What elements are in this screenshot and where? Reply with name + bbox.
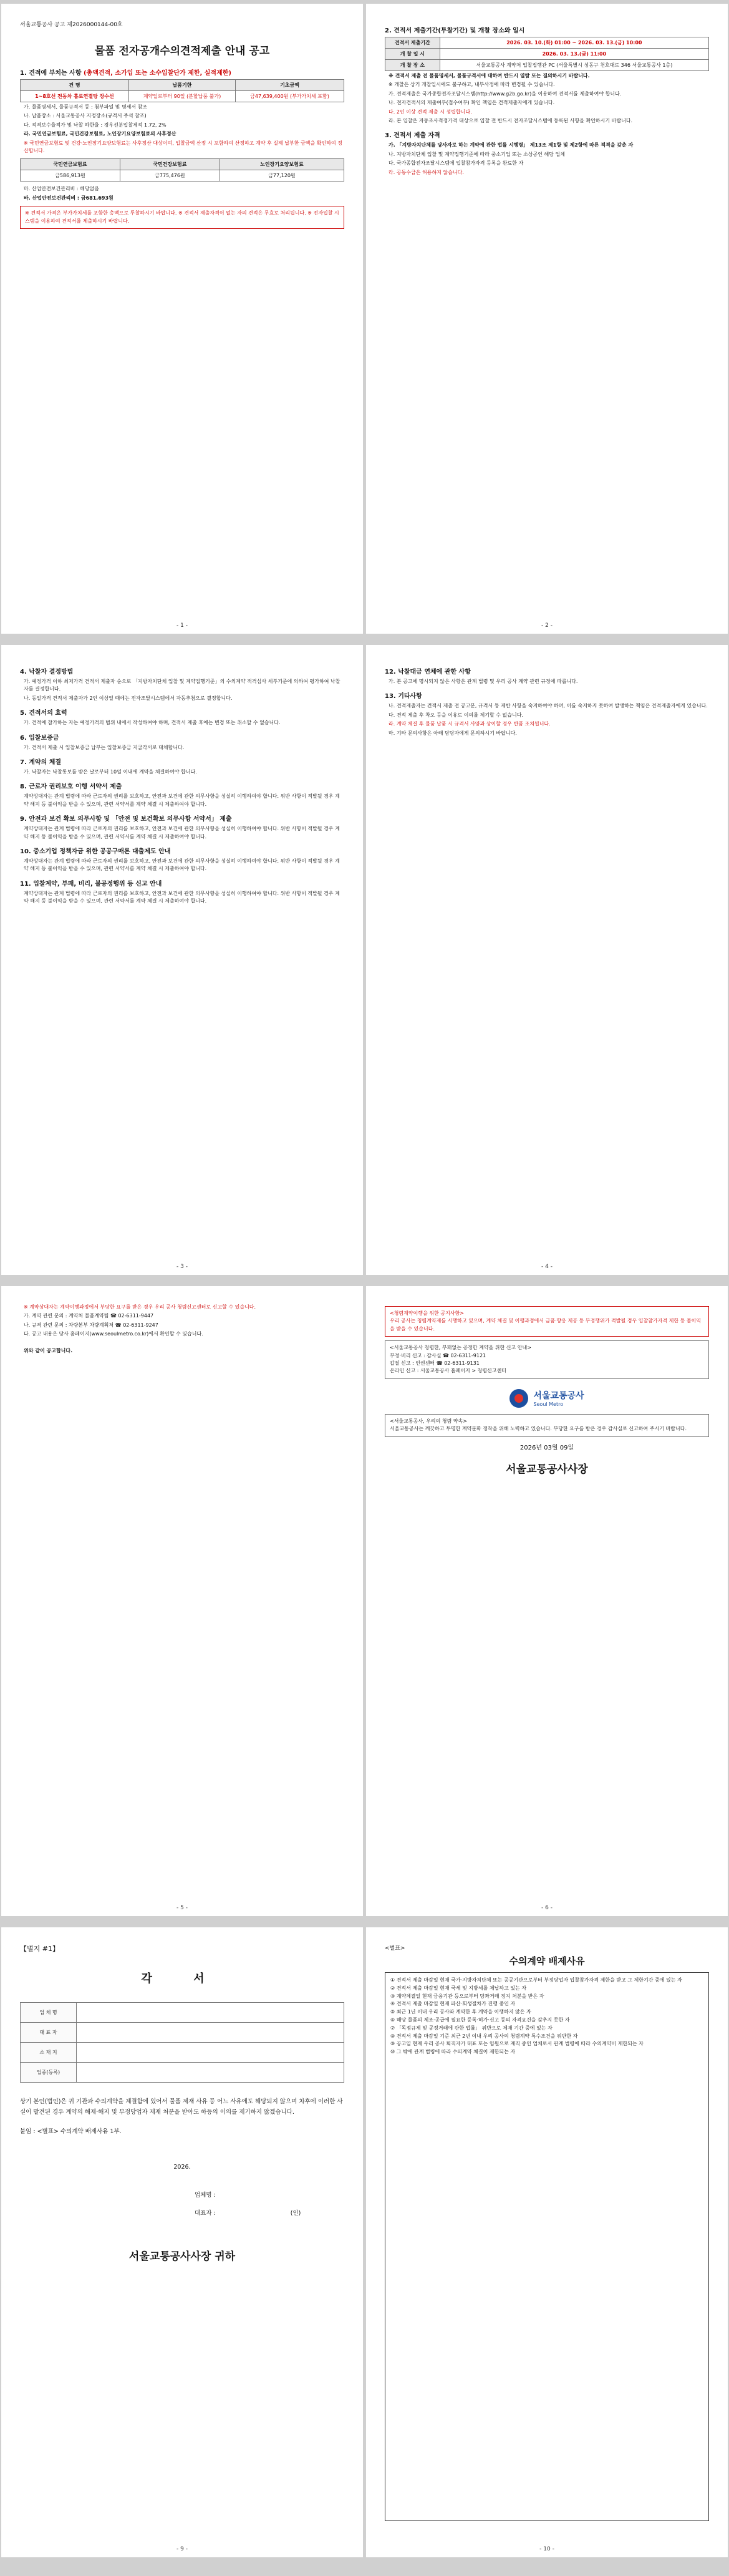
list-item: ② 견적서 제출 마감일 현재 국세 및 지방세를 체납하고 있는 자 bbox=[390, 1985, 527, 1991]
field-label: 소 재 지 bbox=[21, 2043, 77, 2063]
logo-text: 서울교통공사 bbox=[533, 1391, 584, 1402]
table-cell: 금47,639,400원 (부가가치세 포함) bbox=[236, 91, 344, 102]
logo-subtext: Seoul Metro bbox=[533, 1402, 564, 1408]
integrity-notice-box: <청렴계약이행을 위한 공지사항> 우리 공사는 청렴계약제를 시행하고 있으며, 계약 체결 및 이행과정에서 금품·향응 제공 등 부정행위가 적발될 경우 입찰참가자격 제한 등 불이익을 받을 수 있습니다. bbox=[385, 1306, 709, 1337]
section-11-heading: 11. 입찰계약, 부패, 비리, 불공정행위 등 신고 안내 bbox=[20, 880, 162, 888]
table-header: 견적서 제출기간 bbox=[385, 37, 440, 49]
insurance-table bbox=[20, 158, 344, 182]
field-value[interactable] bbox=[77, 2003, 344, 2023]
page-number: - 4 - bbox=[541, 1264, 553, 1270]
section-3-heading: 3. 견적서 제출 자격 bbox=[385, 132, 440, 140]
text-line: 계약상대자는 관계 법령에 따라 근로자의 권리를 보호하고, 안전과 보건에 관한 의무사항을 성실히 이행하여야 합니다. 위반 사항이 적발될 경우 계약 해지 등 불이익을 받을 수 있으며, 관련 서약서를 계약 체결 시 제출하여야 합니다. bbox=[24, 858, 340, 872]
section-2-heading: 2. 견적서 제출기간(투찰기간) 및 개찰 장소와 일시 bbox=[385, 27, 525, 34]
addressee: 서울교통공사사장 귀하 bbox=[128, 2250, 236, 2264]
page-4 bbox=[366, 645, 728, 1275]
page-8 bbox=[366, 1927, 728, 2557]
exclusion-list bbox=[385, 1972, 709, 2521]
table-header: 국민연금보험료 bbox=[21, 159, 120, 170]
page-1 bbox=[1, 4, 363, 634]
table-cell: 계약일로부터 90일 (분할납품 불가) bbox=[128, 91, 235, 102]
schedule-table bbox=[385, 37, 709, 71]
page-number: - 9 - bbox=[176, 2546, 188, 2552]
table-header: 개 찰 일 시 bbox=[385, 49, 440, 60]
section-12-heading: 12. 낙찰대금 연체에 관한 사항 bbox=[385, 669, 471, 675]
company-logo bbox=[385, 1389, 709, 1408]
page-title: 물품 전자공개수의견적제출 안내 공고 bbox=[94, 45, 270, 57]
text-line: 다. 국가종합전자조달시스템에 입찰참가자격 등록을 완료한 자 bbox=[389, 160, 524, 167]
list-item: ⑧ 견적서 제출 마감일 기준 최근 2년 이내 우리 공사의 청렴계약 특수조건을 위반한 자 bbox=[390, 2033, 578, 2039]
section-9-heading: 9. 안전과 보건 확보 의무사항 및 「안전 및 보건확보 의무사항 서약서」 제출 bbox=[20, 816, 232, 823]
page-2 bbox=[366, 4, 728, 634]
text-line: 가. 계약 관련 문의 : 계약처 물품계약팀 ☎ 02-6311-9447 bbox=[24, 1313, 154, 1319]
table-cell: 금586,913원 bbox=[21, 170, 120, 182]
pledge-notice-box: <서울교통공사, 우리의 청렴 약속> 서울교통공사는 깨끗하고 투명한 계약문화 정착을 위해 노력하고 있습니다. 부당한 요구를 받은 경우 감사실로 신고하여 주시기 바랍니다. bbox=[385, 1414, 709, 1437]
appendix-title: 수의계약 배제사유 bbox=[509, 1955, 585, 1967]
signature-block bbox=[195, 2187, 344, 2222]
text-line: 라. 본 입찰은 자동조사적정가격 대상으로 입찰 전 반드시 전자조달시스템에 등록된 사항을 확인하시기 바랍니다. bbox=[389, 117, 633, 123]
table-cell: 2026. 03. 13.(금) 11:00 bbox=[440, 49, 708, 60]
text-line: 라. 계약 체결 후 물품 납품 시 규격서 사양과 상이할 경우 반품 조치됩니다. bbox=[389, 721, 551, 727]
logo-icon bbox=[509, 1389, 528, 1408]
text-line: 다. 적격보수율적가 및 낙찰 하한율 : 경우선분입찰제적 1.72, 2% bbox=[24, 122, 167, 128]
pledge-title: 각 서 bbox=[141, 1972, 223, 1985]
notice-date: 2026년 03월 09일 bbox=[519, 1444, 574, 1451]
text-line: 나. 납품장소 : 서울교통공사 지정장소(규격서 주석 참조) bbox=[24, 113, 147, 119]
table-header: 노인장기요양보험료 bbox=[220, 159, 344, 170]
field-value[interactable] bbox=[77, 2043, 344, 2063]
company-info-table bbox=[20, 2002, 344, 2083]
field-label: 업 체 명 bbox=[21, 2003, 77, 2023]
section-7-heading: 7. 계약의 체결 bbox=[20, 758, 62, 766]
list-item: ⑤ 최근 1년 이내 우리 공사와 계약한 후 계약을 이행하지 않은 자 bbox=[390, 2009, 531, 2015]
field-label: 대 표 자 bbox=[21, 2023, 77, 2043]
seal-mark: (인) bbox=[290, 2209, 301, 2217]
field-label: 업종(등록) bbox=[21, 2063, 77, 2083]
pledge-body: 상기 본인(법인)은 귀 기관과 수의계약을 체결함에 있어서 물품 제재 사유 등 어느 사유에도 해당되지 않으며 차후에 이러한 사실이 발견된 경우 계약의 해제·해지 및 부정당업자 제재 처분을 받아도 하등의 이의를 제기하지 않겠습니다. bbox=[20, 2098, 343, 2116]
table-header: 납품기한 bbox=[128, 80, 235, 91]
closing-line: 위와 같이 공고합니다. bbox=[24, 1347, 73, 1353]
red-note: ※ 국민연금보험료 및 건강·노인장기요양보험료는 사후정산 대상이며, 입찰금액 산정 시 포함하여 산정하고 계약 후 실제 납부한 금액을 확인하여 정산합니다. bbox=[24, 140, 342, 153]
notice-box: ※ 견적서 가격은 부가가치세를 포함한 총액으로 투찰하시기 바랍니다. ※ 견적서 제출자격이 없는 자의 견적은 무효로 처리됩니다. ※ 전자입찰 시스템을 이용하여 견적서를 제출하시기 바랍니다. bbox=[20, 206, 344, 229]
text-line: 라. 국민연금보험료, 국민건강보험료, 노인장기요양보험료의 사후정산 bbox=[24, 131, 176, 137]
text-line: 가. 예정가격 이하 최저가격 견적서 제출자 순으로 「지방자치단체 입찰 및 계약집행기준」의 수의계약 적격심사 세부기준에 의하여 평가하여 낙찰자를 결정합니다. bbox=[24, 679, 340, 692]
ceo-sign-row bbox=[195, 2205, 344, 2223]
item-table bbox=[20, 79, 344, 102]
table-header: 건 명 bbox=[21, 80, 129, 91]
table-header: 국민건강보험료 bbox=[120, 159, 220, 170]
text-line: 바. 산업안전보건관리비 : 금681,693원 bbox=[24, 195, 113, 201]
section-10-heading: 10. 중소기업 정책자금 위한 공공구매론 대출제도 안내 bbox=[20, 848, 171, 855]
report-notice-box: <서울교통공사 청렴한, 부패없는 공정한 계약을 위한 신고 안내> 부정·비리 신고 : 감사실 ☎ 02-6311-9121 갑질 신고 : 인권센터 ☎ 02-6311-9131 온라인 신고 : 서울교통공사 홈페이지 > 청렴신고센터 bbox=[385, 1340, 709, 1379]
text-line: 마. 기타 문의사항은 아래 담당자에게 문의하시기 바랍니다. bbox=[389, 730, 517, 736]
text-line: 다. 견적 제출 후 착오 등을 이유로 이의를 제기할 수 없습니다. bbox=[389, 712, 523, 718]
table-cell: 2026. 03. 10.(화) 01:00 ~ 2026. 03. 13.(금) 10:00 bbox=[440, 37, 708, 49]
section-1-heading: 1. 견적에 부치는 사항 (총액견적, 소가입 또는 소수입찰단가 제한, 실적제한) bbox=[20, 70, 231, 77]
text-line: 가. 물품명세서, 물품규격서 등 : 첨부파일 및 명세서 참조 bbox=[24, 104, 148, 110]
section-6-heading: 6. 입찰보증금 bbox=[20, 734, 59, 742]
table-cell: 서울교통공사 계약처 입찰집행관 PC (서울특별시 성동구 천호대로 346 서울교통공사 1층) bbox=[440, 60, 708, 71]
signer-name: 서울교통공사사장 bbox=[506, 1463, 588, 1476]
page-5 bbox=[1, 1286, 363, 1916]
pledge-year: 2026. bbox=[173, 2164, 191, 2171]
page-number: - 2 - bbox=[541, 622, 553, 629]
document-id: 서울교통공사 공고 제2026000144-00호 bbox=[20, 22, 123, 28]
text-line: 다. 공고 내용은 당사 홈페이지(www.seoulmetro.co.kr)에서 확인할 수 있습니다. bbox=[24, 1331, 203, 1337]
page-number: - 6 - bbox=[541, 1905, 553, 1911]
text-line: ※ 계약상대자는 계약이행과정에서 부당한 요구를 받은 경우 우리 공사 청렴신고센터로 신고할 수 있습니다. bbox=[24, 1304, 256, 1310]
text-line: 나. 견적제출자는 견적서 제출 전 공고문, 규격서 등 제반 사항을 숙지하여야 하며, 이를 숙지하지 못하여 발생하는 책임은 견적제출자에게 있습니다. bbox=[389, 703, 708, 709]
form-tag: 【별지 #1】 bbox=[20, 1945, 59, 1953]
page-number: - 10 - bbox=[539, 2546, 554, 2552]
text-line: 계약상대자는 관계 법령에 따라 근로자의 권리를 보호하고, 안전과 보건에 관한 의무사항을 성실히 이행하여야 합니다. 위반 사항이 적발될 경우 계약 해지 등 불이익을 받을 수 있으며, 관련 서약서를 계약 체결 시 제출하여야 합니다. bbox=[24, 826, 340, 840]
list-item: ⑨ 공고일 현재 우리 공사 퇴직자가 대표 또는 임원으로 재직 중인 업체로서 관계 법령에 따라 수의계약이 제한되는 자 bbox=[390, 2041, 644, 2047]
page-3 bbox=[1, 645, 363, 1275]
list-item: ③ 계약체결일 현재 금융기관 등으로부터 당좌거래 정지 처분을 받은 자 bbox=[390, 1993, 544, 1999]
list-item: ⑥ 해당 물품의 제조·공급에 필요한 등록·허가·신고 등의 자격요건을 갖추지 못한 자 bbox=[390, 2017, 570, 2023]
table-header: 개 찰 장 소 bbox=[385, 60, 440, 71]
text-line: 가. 견적에 참가하는 자는 예정가격의 범위 내에서 작성하여야 하며, 견적서 제출 후에는 변경 또는 취소할 수 없습니다. bbox=[24, 720, 281, 726]
table-cell: 금77,120원 bbox=[220, 170, 344, 182]
text-line: 가. 견적제출은 국가종합전자조달시스템(http://www.g2b.go.kr)을 이용하여 견적서를 제출하여야 합니다. bbox=[389, 90, 622, 97]
text-line: 나. 동일가격 견적서 제출자가 2인 이상일 때에는 전자조달시스템에서 자동추첨으로 결정합니다. bbox=[24, 695, 233, 701]
table-cell: 1~8호선 전동차 흡로연결탕 장수선 bbox=[21, 91, 129, 102]
page-7 bbox=[1, 1927, 363, 2557]
company-sign-label: 업체명 : bbox=[195, 2192, 216, 2199]
field-value[interactable] bbox=[77, 2023, 344, 2043]
page-number: - 3 - bbox=[176, 1264, 188, 1270]
section-4-heading: 4. 낙찰자 결정방법 bbox=[20, 669, 74, 675]
list-item: ⑦ 「독점규제 및 공정거래에 관한 법률」 위반으로 제재 기간 중에 있는 자 bbox=[390, 2025, 553, 2031]
text-line: 다. 2인 이상 견적 제출 시 성립합니다. bbox=[389, 109, 472, 115]
text-line: 가. 본 공고에 명시되지 않은 사항은 관계 법령 및 우리 공사 계약 관련 규정에 따릅니다. bbox=[389, 679, 578, 684]
section-8-heading: 8. 근로자 권리보호 이행 서약서 제출 bbox=[20, 783, 122, 791]
section-5-heading: 5. 견적서의 효력 bbox=[20, 710, 67, 717]
attachment-note: 붙임 : <별표> 수의계약 배제사유 1부. bbox=[20, 2128, 122, 2136]
page-number: - 5 - bbox=[176, 1905, 188, 1911]
text-line: 가. 「지방자치단체를 당사자로 하는 계약에 관한 법률 시행령」 제13조 제1항 및 제2항에 따른 적격을 갖춘 자 bbox=[389, 142, 634, 148]
section-13-heading: 13. 기타사항 bbox=[385, 693, 422, 700]
text-line: 나. 규격 관련 문의 : 차량본부 차량계획처 ☎ 02-6311-9247 bbox=[24, 1322, 158, 1328]
list-item: ⑩ 그 밖에 관계 법령에 따라 수의계약 체결이 제한되는 자 bbox=[390, 2049, 516, 2055]
text-line: 계약상대자는 관계 법령에 따라 근로자의 권리를 보호하고, 안전과 보건에 관한 의무사항을 성실히 이행하여야 합니다. 위반 사항이 적발될 경우 계약 해지 등 불이익을 받을 수 있으며, 관련 서약서를 계약 체결 시 제출하여야 합니다. bbox=[24, 890, 340, 904]
page-6 bbox=[366, 1286, 728, 1916]
text-line: 라. 공동수급은 허용하지 않습니다. bbox=[389, 169, 464, 175]
text-line: ※ 개찰은 상기 개찰일시에도 불구하고, 내부사정에 따라 변경될 수 있습니다. bbox=[389, 82, 555, 88]
text-line: 나. 지방자치단체 입찰 및 계약집행기준에 따라 중소기업 또는 소상공인 해당 업체 bbox=[389, 151, 565, 157]
table-header: 기초금액 bbox=[236, 80, 344, 91]
list-item: ④ 견적서 제출 마감일 현재 파산·회생절차가 진행 중인 자 bbox=[390, 2001, 516, 2007]
appendix-tag: <별표> bbox=[385, 1945, 405, 1952]
text-line: 나. 전자견적서의 제출여부(접수여부) 확인 책임은 견적제출자에게 있습니다. bbox=[389, 100, 555, 106]
list-item: ① 견적서 제출 마감일 현재 국가·지방자치단체 또는 공공기관으로부터 부정당업자 입찰참가자격 제한을 받고 그 제한기간 중에 있는 자 bbox=[390, 1977, 682, 1983]
text-line: 마. 산업안전보건관리비 : 해당없음 bbox=[24, 186, 100, 192]
text-line: ※ 견적서 제출 전 물품명세서, 물품규격서에 대하여 반드시 열람 또는 질의하시기 바랍니다. bbox=[389, 73, 590, 79]
field-value[interactable] bbox=[77, 2063, 344, 2083]
page-number: - 1 - bbox=[176, 622, 188, 629]
text-line: 가. 낙찰자는 낙찰통보를 받은 날로부터 10일 이내에 계약을 체결하여야 합니다. bbox=[24, 768, 197, 775]
table-cell: 금775,476원 bbox=[120, 170, 220, 182]
ceo-sign-label: 대표자 : bbox=[195, 2209, 216, 2217]
text-line: 계약상대자는 관계 법령에 따라 근로자의 권리를 보호하고, 안전과 보건에 관한 의무사항을 성실히 이행하여야 합니다. 위반 사항이 적발될 경우 계약 해지 등 불이익을 받을 수 있으며, 관련 서약서를 계약 체결 시 제출하여야 합니다. bbox=[24, 793, 340, 807]
text-line: 가. 견적서 제출 시 입찰보증금 납부는 입찰보증금 지급각서로 대체합니다. bbox=[24, 744, 185, 750]
